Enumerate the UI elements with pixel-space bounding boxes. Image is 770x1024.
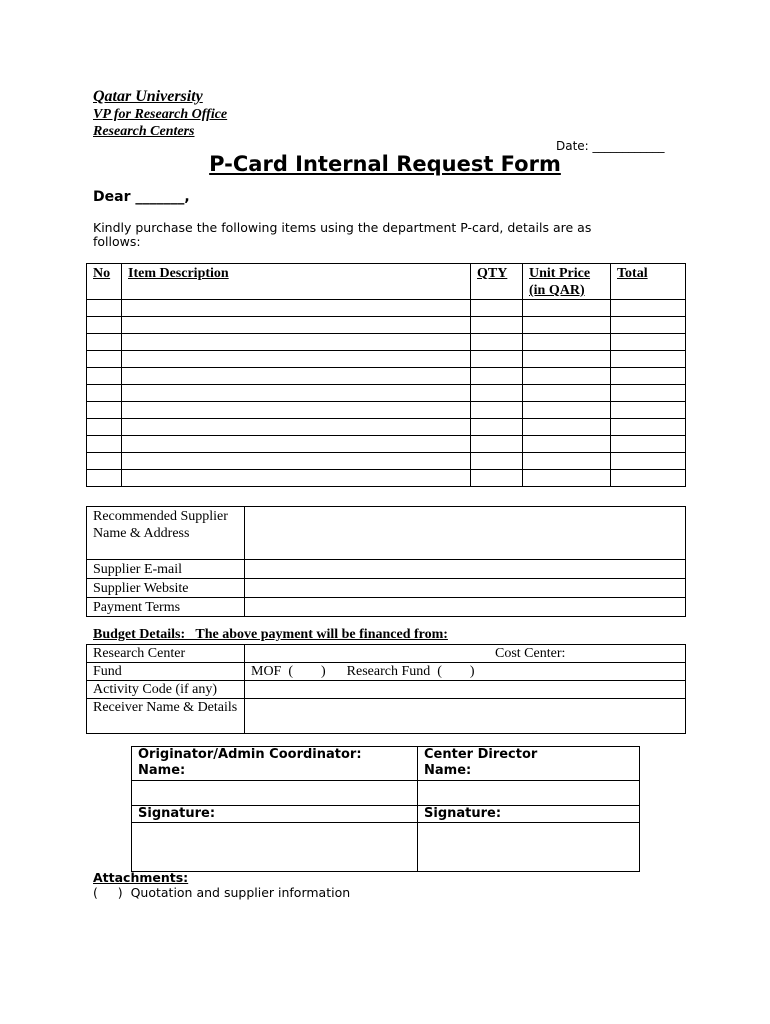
activity-code-label: Activity Code (if any) xyxy=(87,681,245,699)
item-no-cell[interactable] xyxy=(87,453,122,470)
item-total-cell[interactable] xyxy=(611,436,686,453)
table-row xyxy=(132,806,640,823)
table-row xyxy=(132,823,640,872)
item-total-cell[interactable] xyxy=(611,368,686,385)
item-description-cell[interactable] xyxy=(122,385,471,402)
item-no-cell[interactable] xyxy=(87,300,122,317)
item-no-cell[interactable] xyxy=(87,334,122,351)
header-qty: QTY xyxy=(471,264,523,300)
originator-cell xyxy=(132,747,418,781)
item-total-cell[interactable] xyxy=(611,385,686,402)
director-name-label: Name: xyxy=(424,763,472,778)
item-unit-price-cell[interactable] xyxy=(523,470,611,487)
item-total-cell[interactable] xyxy=(611,453,686,470)
item-no-cell[interactable] xyxy=(87,368,122,385)
item-description-cell[interactable] xyxy=(122,470,471,487)
payment-terms-field[interactable] xyxy=(245,598,686,617)
supplier-website-label: Supplier Website xyxy=(87,579,245,598)
supplier-name-label: Recommended Supplier Name & Address xyxy=(87,507,245,560)
table-row xyxy=(87,317,686,334)
attachment-quotation-item[interactable]: ( ) Quotation and supplier information xyxy=(93,885,351,900)
table-row xyxy=(132,781,640,806)
fund-options[interactable] xyxy=(245,663,686,681)
fund-options-text: MOF ( ) Research Fund ( ) xyxy=(251,664,475,679)
table-row xyxy=(87,699,686,734)
header-total: Total xyxy=(611,264,686,300)
director-signature-field[interactable] xyxy=(418,823,640,872)
supplier-email-field[interactable] xyxy=(245,560,686,579)
table-row xyxy=(87,507,686,560)
receiver-label: Receiver Name & Details xyxy=(87,699,245,734)
item-total-cell[interactable] xyxy=(611,334,686,351)
item-no-cell[interactable] xyxy=(87,436,122,453)
table-row xyxy=(87,663,686,681)
item-total-cell[interactable] xyxy=(611,317,686,334)
item-total-cell[interactable] xyxy=(611,419,686,436)
item-description-cell[interactable] xyxy=(122,368,471,385)
item-description-cell[interactable] xyxy=(122,402,471,419)
item-description-cell[interactable] xyxy=(122,317,471,334)
table-row xyxy=(87,560,686,579)
header-item-description: Item Description xyxy=(122,264,471,300)
table-row xyxy=(87,645,686,663)
item-unit-price-cell[interactable] xyxy=(523,436,611,453)
item-description-cell[interactable] xyxy=(122,334,471,351)
item-qty-cell[interactable] xyxy=(471,419,523,436)
header-unit-price: Unit Price (in QAR) xyxy=(523,264,611,300)
research-center-field[interactable] xyxy=(245,645,686,663)
table-row xyxy=(87,470,686,487)
item-total-cell[interactable] xyxy=(611,351,686,368)
item-unit-price-cell[interactable] xyxy=(523,385,611,402)
supplier-table xyxy=(86,506,686,617)
centers-name: Research Centers xyxy=(93,124,195,139)
item-unit-price-cell[interactable] xyxy=(523,334,611,351)
originator-name-field[interactable] xyxy=(132,781,418,806)
university-name: Qatar University xyxy=(93,88,203,105)
item-no-cell[interactable] xyxy=(87,351,122,368)
table-row xyxy=(132,747,640,781)
item-unit-price-cell[interactable] xyxy=(523,300,611,317)
item-qty-cell[interactable] xyxy=(471,317,523,334)
originator-name-label: Name: xyxy=(138,763,186,778)
date-field[interactable]: Date: ____________ xyxy=(556,139,665,153)
item-unit-price-cell[interactable] xyxy=(523,453,611,470)
item-unit-price-cell[interactable] xyxy=(523,368,611,385)
page-title: P-Card Internal Request Form xyxy=(209,152,561,176)
table-row xyxy=(87,453,686,470)
table-row xyxy=(87,334,686,351)
payment-terms-label: Payment Terms xyxy=(87,598,245,617)
director-signature-label: Signature: xyxy=(418,806,640,823)
cost-center-label: Cost Center: xyxy=(495,646,566,661)
salutation: Dear _______, xyxy=(93,189,190,205)
item-no-cell[interactable] xyxy=(87,419,122,436)
table-row xyxy=(87,385,686,402)
table-row xyxy=(87,368,686,385)
attachments-heading: Attachments: xyxy=(93,870,189,885)
item-qty-cell[interactable] xyxy=(471,300,523,317)
item-unit-price-cell[interactable] xyxy=(523,402,611,419)
originator-signature-field[interactable] xyxy=(132,823,418,872)
item-description-cell[interactable] xyxy=(122,436,471,453)
originator-title: Originator/Admin Coordinator: xyxy=(138,747,362,762)
item-qty-cell[interactable] xyxy=(471,385,523,402)
table-row xyxy=(87,402,686,419)
receiver-field[interactable] xyxy=(245,699,686,734)
table-row xyxy=(87,351,686,368)
item-no-cell[interactable] xyxy=(87,317,122,334)
item-no-cell[interactable] xyxy=(87,402,122,419)
director-cell xyxy=(418,747,640,781)
item-description-cell[interactable] xyxy=(122,419,471,436)
table-row xyxy=(87,436,686,453)
item-qty-cell[interactable] xyxy=(471,351,523,368)
research-center-label: Research Center xyxy=(87,645,245,663)
item-description-cell[interactable] xyxy=(122,453,471,470)
table-row xyxy=(87,300,686,317)
item-qty-cell[interactable] xyxy=(471,334,523,351)
item-qty-cell[interactable] xyxy=(471,436,523,453)
item-total-cell[interactable] xyxy=(611,300,686,317)
item-total-cell[interactable] xyxy=(611,470,686,487)
supplier-email-label: Supplier E-mail xyxy=(87,560,245,579)
activity-code-field[interactable] xyxy=(245,681,686,699)
originator-signature-label: Signature: xyxy=(132,806,418,823)
item-no-cell[interactable] xyxy=(87,385,122,402)
item-total-cell[interactable] xyxy=(611,402,686,419)
budget-heading: Budget Details: The above payment will be financed from: xyxy=(93,627,448,642)
item-qty-cell[interactable] xyxy=(471,402,523,419)
item-description-cell[interactable] xyxy=(122,351,471,368)
item-qty-cell[interactable] xyxy=(471,453,523,470)
table-row xyxy=(87,681,686,699)
header-no: No xyxy=(87,264,122,300)
table-row xyxy=(87,579,686,598)
item-description-cell[interactable] xyxy=(122,300,471,317)
item-qty-cell[interactable] xyxy=(471,368,523,385)
items-body xyxy=(87,300,686,487)
table-row xyxy=(87,419,686,436)
director-title: Center Director xyxy=(424,747,538,762)
intro-text: Kindly purchase the following items using the department P-card, details are as follows: xyxy=(93,220,592,249)
item-unit-price-cell[interactable] xyxy=(523,419,611,436)
item-no-cell[interactable] xyxy=(87,470,122,487)
fund-label: Fund xyxy=(87,663,245,681)
items-table xyxy=(86,263,686,487)
items-header-row xyxy=(87,264,686,300)
table-row xyxy=(87,598,686,617)
supplier-website-field[interactable] xyxy=(245,579,686,598)
supplier-name-field[interactable] xyxy=(245,507,686,560)
office-name: VP for Research Office xyxy=(93,107,228,122)
item-qty-cell[interactable] xyxy=(471,470,523,487)
item-unit-price-cell[interactable] xyxy=(523,351,611,368)
budget-table xyxy=(86,644,686,734)
signature-table xyxy=(131,746,640,872)
director-name-field[interactable] xyxy=(418,781,640,806)
item-unit-price-cell[interactable] xyxy=(523,317,611,334)
